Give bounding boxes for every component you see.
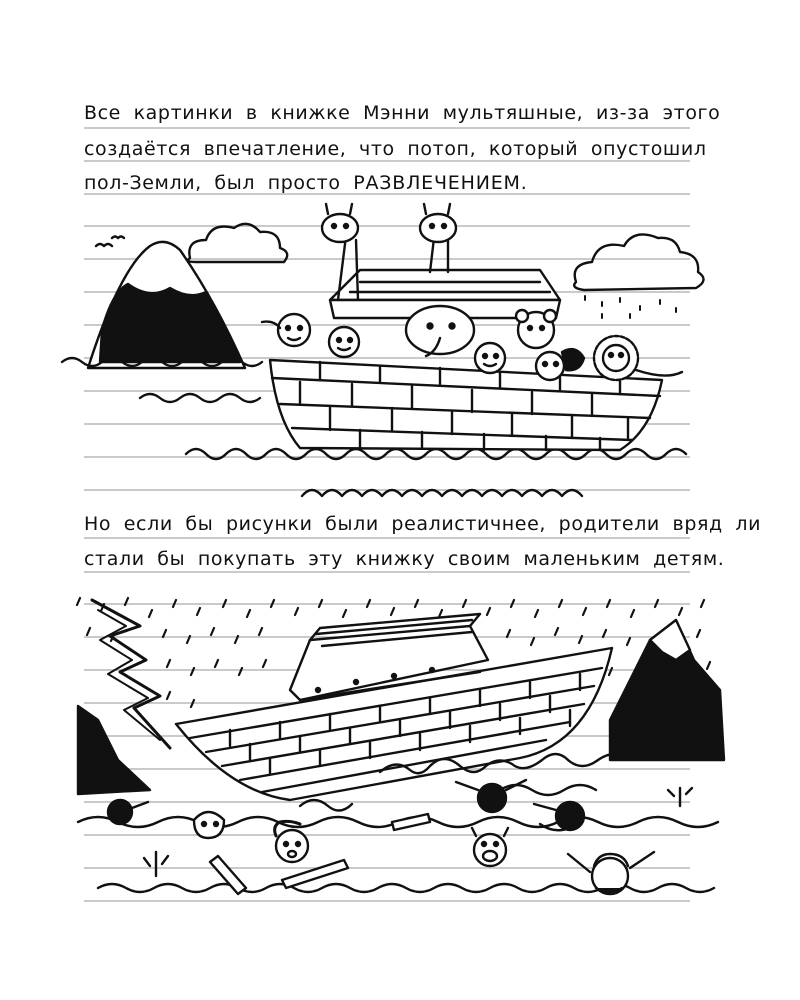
pig-icon — [472, 828, 508, 866]
paragraph1-line1: Все картинки в книжке Мэнни мультяшные, из-за этого — [84, 102, 721, 124]
paragraph1-line2: создаётся впечатление, что потоп, который опустошил — [84, 138, 707, 160]
dog-icon — [194, 812, 224, 838]
paragraph2-line1: Но если бы рисунки были реалистичнее, родители вряд ли — [84, 513, 762, 535]
mountain-icon — [610, 620, 724, 760]
lightning-icon — [92, 600, 170, 748]
drowning-figure-icon — [568, 852, 654, 894]
cliff-icon — [78, 706, 150, 794]
hand-icon — [144, 852, 168, 876]
paragraph2-line2: стали бы покупать эту книжку своим маленьким детям. — [84, 548, 725, 570]
drowning-figure-icon — [534, 802, 584, 830]
drowning-figure-icon — [108, 800, 148, 824]
drowning-figure-icon — [456, 780, 526, 812]
paragraph1-emphasis: РАЗВЛЕЧЕНИЕМ. — [353, 172, 528, 194]
wave-icon — [300, 800, 352, 811]
paragraph1-line3-start: пол-Земли, был просто — [84, 172, 354, 194]
plank-icon — [210, 856, 246, 894]
hand-icon — [668, 788, 692, 806]
